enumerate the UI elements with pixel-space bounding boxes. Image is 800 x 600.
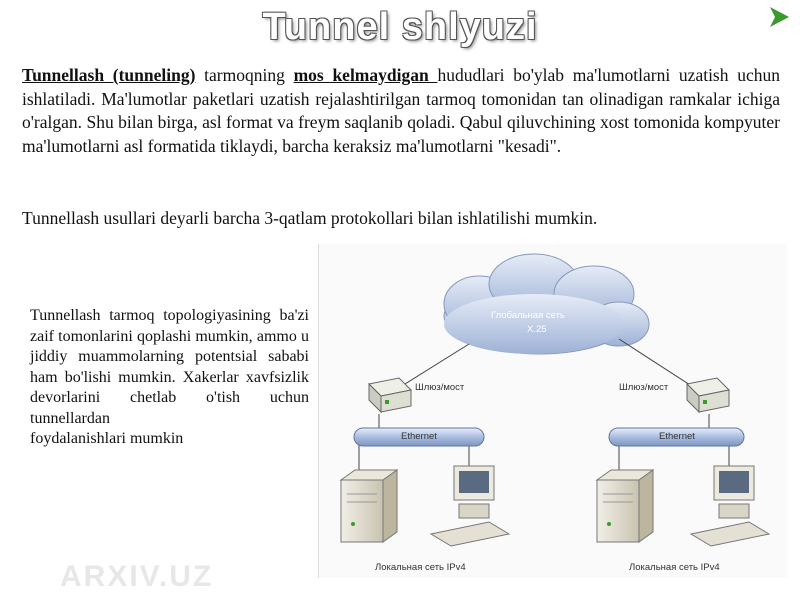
left-lan-label: Локальная сеть IPv4 xyxy=(375,562,466,573)
left-router-label: Шлюз/мост xyxy=(415,382,465,393)
side-text: Tunnellash tarmoq topologiyasining ba'zi zaif tomonlarini qoplashi mumkin, ammo u jiddiy muammolarning potentsial sababi ham bo'lishi mumkin. Xakerlar xavfsizlik devorlarini chetlab o'tish uchun tunnellardan xyxy=(30,307,309,427)
side-text-last: foydalanishlari mumkin xyxy=(30,430,184,447)
left-workstation-icon xyxy=(431,466,509,546)
right-server-icon xyxy=(597,470,653,542)
intro-paragraph xyxy=(22,64,780,158)
left-server-icon xyxy=(341,470,397,542)
watermark: ARXIV.UZ xyxy=(60,560,214,593)
term-incompatible: mos kelmaydigan xyxy=(293,65,438,85)
term-tunneling: Tunnellash (tunneling) xyxy=(22,65,196,85)
side-paragraph xyxy=(30,306,309,450)
para1-text-a: tarmoqning xyxy=(195,65,294,85)
right-workstation-icon xyxy=(691,466,769,546)
cloud-label-2: X.25 xyxy=(527,324,547,335)
right-router-label: Шлюз/мост xyxy=(619,382,669,393)
left-router-icon xyxy=(369,378,411,412)
protocols-paragraph: Tunnellash usullari deyarli barcha 3-qatlam protokollari bilan ishlatilishi mumkin. xyxy=(22,208,598,228)
left-bus-label: Ethernet xyxy=(401,431,437,442)
right-bus-label: Ethernet xyxy=(659,431,695,442)
right-router-icon xyxy=(687,378,729,412)
diagram-svg xyxy=(319,244,787,578)
network-diagram xyxy=(318,244,787,578)
cloud-icon xyxy=(444,254,649,354)
para1-text-b: hududlari bo'ylab ma'lumotlarni uzatish uchun ishlatiladi. Ma'lumotlar paketlari uzatish rejalashtirilgan tarmoq tomonidan tan olinadigan ramkalar ichiga o'ralgan. Shu bilan birga, asl format va freym saqlanib qoladi. Qabul qiluvchining xost tomonida kompyuter ma'lumotlarni asl formatida tiklaydi, barcha keraksiz ma'lumotlarni "kesadi". xyxy=(22,65,780,156)
slide-title: Tunnel shlyuzi xyxy=(262,6,538,48)
bullet-arrow-icon xyxy=(766,4,792,30)
cloud-label-1: Глобальная сеть xyxy=(491,310,565,321)
right-lan-label: Локальная сеть IPv4 xyxy=(629,562,720,573)
